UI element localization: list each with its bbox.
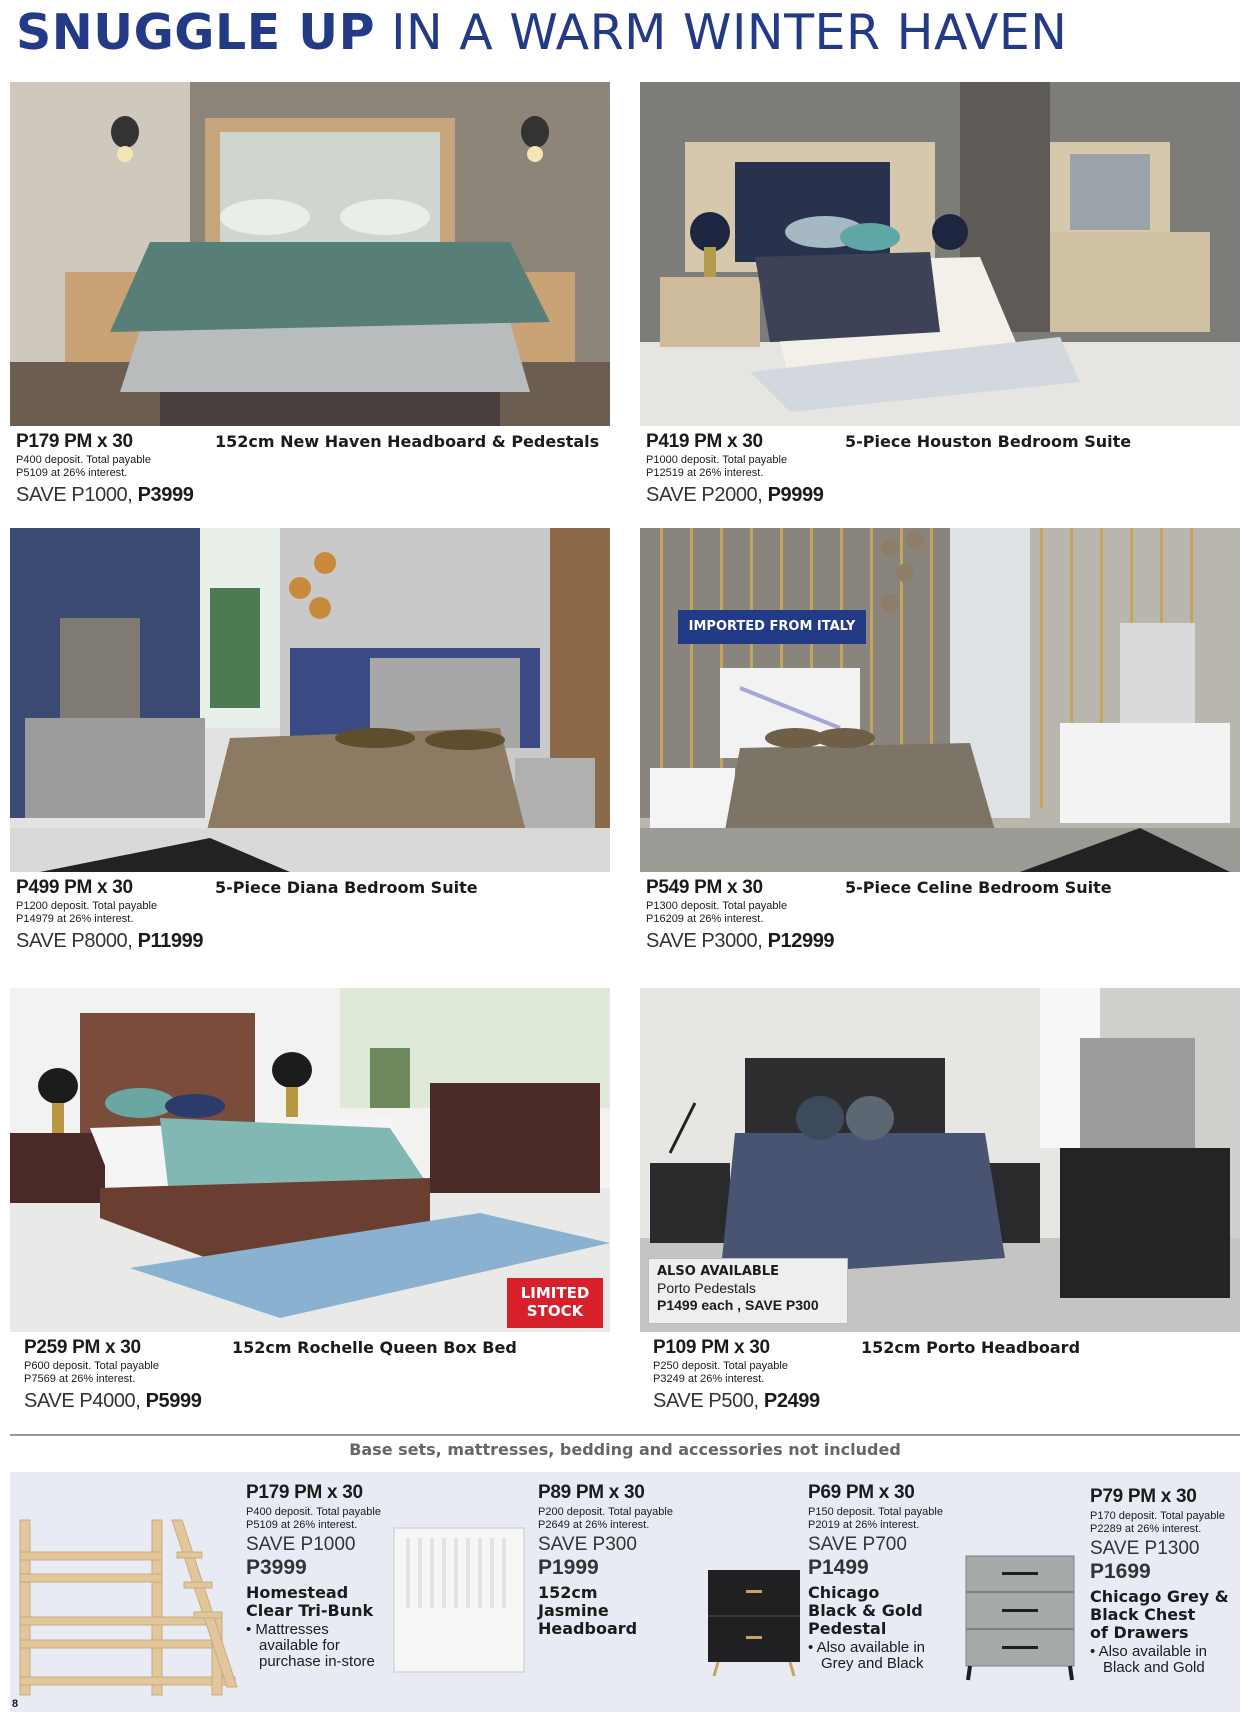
save-amount: SAVE P8000,: [16, 930, 133, 952]
deposit-terms: [808, 1506, 943, 1532]
cash-price: P12999: [767, 930, 835, 952]
cash-price: P5999: [145, 1390, 202, 1412]
deposit-text: P1300 deposit. Total payable: [646, 900, 788, 912]
monthly-price: P69 PM x 30: [808, 1482, 915, 1503]
product-photo: [10, 988, 610, 1332]
deposit-text: P200 deposit. Total payable: [538, 1506, 673, 1518]
save-price: [16, 930, 203, 953]
product-card-diana[interactable]: [10, 528, 610, 958]
save-amount: SAVE P4000,: [24, 1390, 141, 1412]
cash-price: P2499: [763, 1390, 820, 1412]
save-amount: SAVE P700: [808, 1534, 907, 1555]
cash-price: P11999: [137, 930, 204, 952]
bottom-products-strip: [10, 1472, 1240, 1712]
note-line1: • Also available in: [808, 1639, 925, 1656]
product-name: [538, 1584, 637, 1638]
monthly-price: P179 PM x 30: [246, 1482, 363, 1503]
product-name: 5-Piece Celine Bedroom Suite: [845, 878, 1112, 897]
product-photo: [640, 528, 1240, 872]
deposit-text: P400 deposit. Total payable: [16, 454, 151, 466]
deposit-terms: [16, 454, 216, 480]
product-name: 5-Piece Diana Bedroom Suite: [215, 878, 478, 897]
headline-bold: SNUGGLE UP: [16, 4, 375, 61]
product-note: [246, 1622, 375, 1670]
save-price: [16, 484, 193, 507]
deposit-text: P250 deposit. Total payable: [653, 1360, 788, 1372]
monthly-price: P79 PM x 30: [1090, 1486, 1197, 1507]
total-payable: P5109 at 26% interest.: [246, 1519, 358, 1531]
product-tri-bunk[interactable]: [10, 1472, 410, 1712]
limited-line1: LIMITED: [520, 1284, 590, 1302]
product-chicago-pedestal[interactable]: [706, 1472, 986, 1712]
cash-price: P1699: [1090, 1560, 1151, 1583]
monthly-price: P179 PM x 30: [16, 431, 133, 452]
save-price: [646, 930, 834, 953]
product-name: [808, 1584, 923, 1638]
save-price: [646, 484, 823, 507]
also-available-title: ALSO AVAILABLE: [657, 1264, 779, 1279]
save-price: [653, 1390, 820, 1413]
name-line1: Chicago: [808, 1583, 880, 1602]
deposit-text: P170 deposit. Total payable: [1090, 1510, 1225, 1522]
name-line1: Chicago Grey &: [1090, 1587, 1229, 1606]
save-amount: SAVE P1000: [246, 1534, 356, 1555]
cash-price: P9999: [767, 484, 824, 506]
product-card-houston[interactable]: [640, 82, 1240, 512]
pedestal-image: [706, 1568, 806, 1678]
page-number: 8: [12, 1698, 19, 1710]
name-line2: Black & Gold: [808, 1601, 923, 1620]
product-name: 152cm New Haven Headboard & Pedestals: [215, 432, 600, 451]
save-amount: SAVE P1000,: [16, 484, 133, 506]
deposit-text: P1200 deposit. Total payable: [16, 900, 158, 912]
product-name: 152cm Porto Headboard: [861, 1338, 1081, 1357]
limited-line2: STOCK: [526, 1302, 584, 1320]
name-line3: Headboard: [538, 1619, 638, 1638]
cash-price: P1499: [808, 1556, 869, 1579]
product-card-rochelle[interactable]: [10, 988, 610, 1418]
page-headline: [16, 2, 1236, 68]
also-available-price: P1499 each , SAVE P300: [657, 1297, 819, 1313]
name-line2: Black Chest: [1090, 1605, 1196, 1624]
deposit-text: P1000 deposit. Total payable: [646, 454, 788, 466]
name-line2: Jasmine: [538, 1601, 609, 1620]
tri-bunk-image: [12, 1512, 242, 1702]
note-line2: Black and Gold: [1103, 1659, 1205, 1676]
note-line3: purchase in-store: [259, 1653, 375, 1670]
monthly-price: P89 PM x 30: [538, 1482, 645, 1503]
deposit-terms: [24, 1360, 224, 1386]
total-payable: P14979 at 26% interest.: [16, 913, 134, 925]
also-available-box: [648, 1258, 848, 1324]
save-amount: SAVE P500,: [653, 1390, 759, 1412]
deposit-terms: [1090, 1510, 1225, 1536]
product-name: 152cm Rochelle Queen Box Bed: [232, 1338, 517, 1357]
product-card-new-haven[interactable]: [10, 82, 610, 512]
total-payable: P7569 at 26% interest.: [24, 1373, 136, 1385]
headboard-image: [392, 1524, 526, 1674]
cash-price: P3999: [137, 484, 194, 506]
save-amount: SAVE P300: [538, 1534, 637, 1555]
exclusions-note: Base sets, mattresses, bedding and accessories not included: [349, 1440, 901, 1459]
note-line1: • Mattresses: [246, 1621, 329, 1638]
deposit-text: P600 deposit. Total payable: [24, 1360, 159, 1372]
name-line3: of Drawers: [1090, 1623, 1189, 1642]
total-payable: P3249 at 26% interest.: [653, 1373, 765, 1385]
product-photo: [10, 82, 610, 426]
save-price: [24, 1390, 201, 1413]
deposit-text: P150 deposit. Total payable: [808, 1506, 943, 1518]
total-payable: P12519 at 26% interest.: [646, 467, 764, 479]
product-card-porto[interactable]: [640, 988, 1240, 1418]
name-line1: Homestead: [246, 1583, 349, 1602]
product-name: 5-Piece Houston Bedroom Suite: [845, 432, 1132, 451]
name-line2: Clear Tri-Bunk: [246, 1601, 374, 1620]
product-photo: [640, 988, 1240, 1332]
deposit-terms: [646, 454, 846, 480]
deposit-text: P400 deposit. Total payable: [246, 1506, 381, 1518]
total-payable: P16209 at 26% interest.: [646, 913, 764, 925]
chest-image: [962, 1554, 1078, 1684]
imported-from-italy-banner: IMPORTED FROM ITALY: [678, 610, 866, 644]
product-card-celine[interactable]: [640, 528, 1240, 958]
name-line1: 152cm: [538, 1583, 598, 1602]
deposit-terms: [16, 900, 216, 926]
section-divider: [10, 1434, 1240, 1436]
deposit-terms: [538, 1506, 673, 1532]
save-amount: SAVE P2000,: [646, 484, 763, 506]
headline-light: IN A WARM WINTER HAVEN: [391, 4, 1068, 61]
save-amount: SAVE P1300: [1090, 1538, 1200, 1559]
total-payable: P2019 at 26% interest.: [808, 1519, 920, 1531]
name-line3: Pedestal: [808, 1619, 887, 1638]
product-note: [1090, 1644, 1207, 1676]
note-line2: Grey and Black: [821, 1655, 924, 1672]
monthly-price: P419 PM x 30: [646, 431, 763, 452]
note-line2: available for: [259, 1637, 340, 1654]
cash-price: P1999: [538, 1556, 599, 1579]
product-chicago-chest[interactable]: [960, 1472, 1240, 1712]
note-line1: • Also available in: [1090, 1643, 1207, 1660]
deposit-terms: [646, 900, 846, 926]
product-name: [246, 1584, 373, 1620]
monthly-price: P109 PM x 30: [653, 1337, 770, 1358]
cash-price: P3999: [246, 1556, 307, 1579]
total-payable: P2289 at 26% interest.: [1090, 1523, 1202, 1535]
product-photo: [10, 528, 610, 872]
monthly-price: P499 PM x 30: [16, 877, 133, 898]
also-available-name: Porto Pedestals: [657, 1280, 756, 1296]
product-jasmine-headboard[interactable]: [390, 1472, 690, 1712]
save-amount: SAVE P3000,: [646, 930, 763, 952]
monthly-price: P549 PM x 30: [646, 877, 763, 898]
product-name: [1090, 1588, 1229, 1642]
total-payable: P2649 at 26% interest.: [538, 1519, 650, 1531]
product-photo: [640, 82, 1240, 426]
total-payable: P5109 at 26% interest.: [16, 467, 128, 479]
limited-stock-badge: [507, 1278, 603, 1328]
deposit-terms: [653, 1360, 853, 1386]
monthly-price: P259 PM x 30: [24, 1337, 141, 1358]
product-note: [808, 1640, 925, 1672]
deposit-terms: [246, 1506, 381, 1532]
